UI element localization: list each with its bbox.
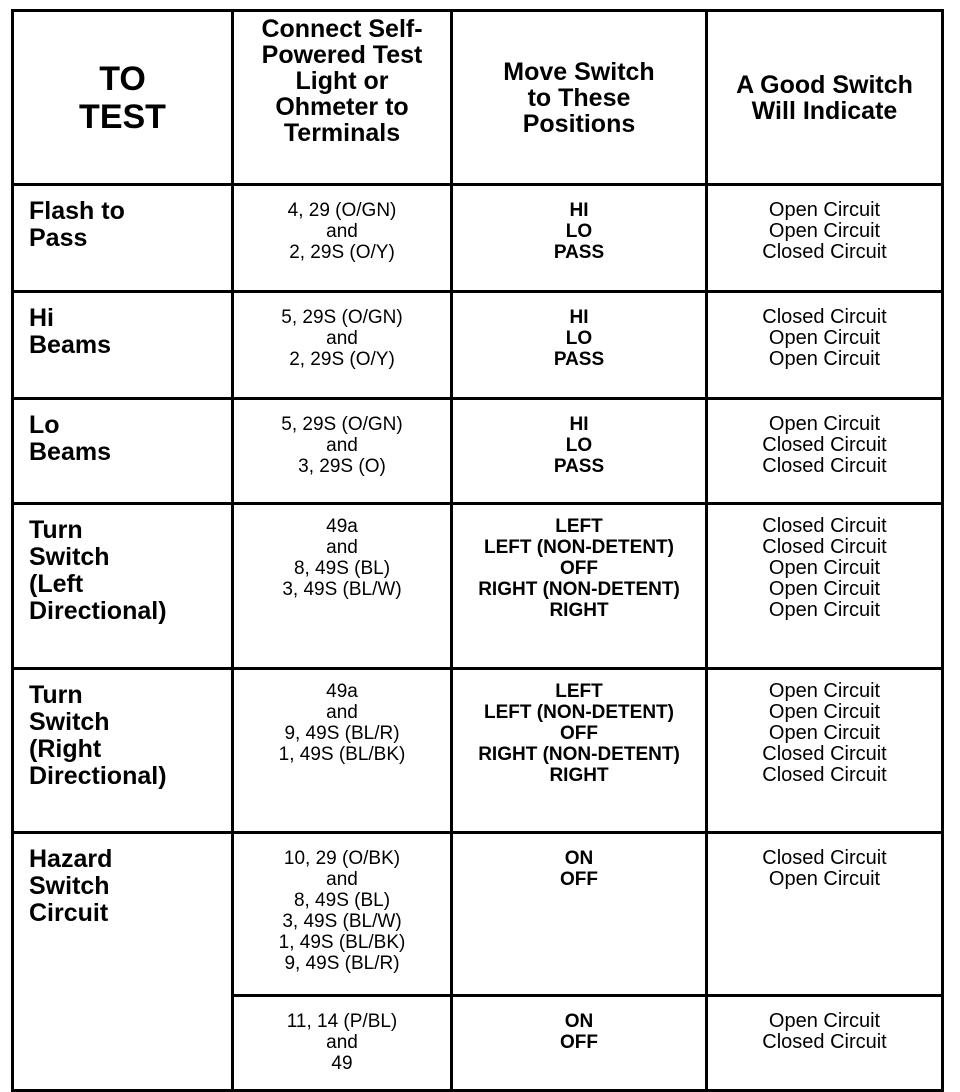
- indication-cell: Closed Circuit Open Circuit: [707, 833, 943, 996]
- test-label: Turn Switch (Right Directional): [13, 669, 233, 833]
- terminals-cell: 5, 29S (O/GN) and 3, 29S (O): [233, 399, 452, 504]
- table-row: [13, 185, 943, 292]
- switch-test-table: [11, 9, 944, 1092]
- positions-cell: LEFT LEFT (NON-DETENT) OFF RIGHT (NON-DETENT) RIGHT: [452, 504, 707, 669]
- positions-cell: ON OFF: [452, 996, 707, 1091]
- test-label: Flash to Pass: [13, 185, 233, 292]
- test-label: Turn Switch (Left Directional): [13, 504, 233, 669]
- table-row: [13, 833, 943, 996]
- table-row: [13, 292, 943, 399]
- header-good-switch: A Good Switch Will Indicate: [707, 11, 943, 185]
- positions-cell: HI LO PASS: [452, 399, 707, 504]
- terminals-cell: 11, 14 (P/BL) and 49: [233, 996, 452, 1091]
- terminals-cell: 4, 29 (O/GN) and 2, 29S (O/Y): [233, 185, 452, 292]
- terminals-cell: 10, 29 (O/BK) and 8, 49S (BL) 3, 49S (BL/W) 1, 49S (BL/BK) 9, 49S (BL/R): [233, 833, 452, 996]
- test-label: Hi Beams: [13, 292, 233, 399]
- test-label: Lo Beams: [13, 399, 233, 504]
- header-move-switch: Move Switch to These Positions: [452, 11, 707, 185]
- indication-cell: Open Circuit Closed Circuit Closed Circuit: [707, 399, 943, 504]
- table-row: [13, 669, 943, 833]
- terminals-cell: 49a and 9, 49S (BL/R) 1, 49S (BL/BK): [233, 669, 452, 833]
- header-connect-terminals: Connect Self- Powered Test Light or Ohmeter to Terminals: [233, 11, 452, 185]
- indication-cell: Closed Circuit Closed Circuit Open Circuit Open Circuit Open Circuit: [707, 504, 943, 669]
- indication-cell: Open Circuit Open Circuit Open Circuit Closed Circuit Closed Circuit: [707, 669, 943, 833]
- terminals-cell: 49a and 8, 49S (BL) 3, 49S (BL/W): [233, 504, 452, 669]
- header-to-test: TO TEST: [13, 11, 233, 185]
- positions-cell: LEFT LEFT (NON-DETENT) OFF RIGHT (NON-DETENT) RIGHT: [452, 669, 707, 833]
- positions-cell: HI LO PASS: [452, 185, 707, 292]
- header-row: [13, 11, 943, 185]
- indication-cell: Closed Circuit Open Circuit Open Circuit: [707, 292, 943, 399]
- positions-cell: ON OFF: [452, 833, 707, 996]
- table-row: [13, 504, 943, 669]
- positions-cell: HI LO PASS: [452, 292, 707, 399]
- indication-cell: Open Circuit Open Circuit Closed Circuit: [707, 185, 943, 292]
- table-row: [13, 399, 943, 504]
- terminals-cell: 5, 29S (O/GN) and 2, 29S (O/Y): [233, 292, 452, 399]
- test-label: Hazard Switch Circuit: [13, 833, 233, 1091]
- indication-cell: Open Circuit Closed Circuit: [707, 996, 943, 1091]
